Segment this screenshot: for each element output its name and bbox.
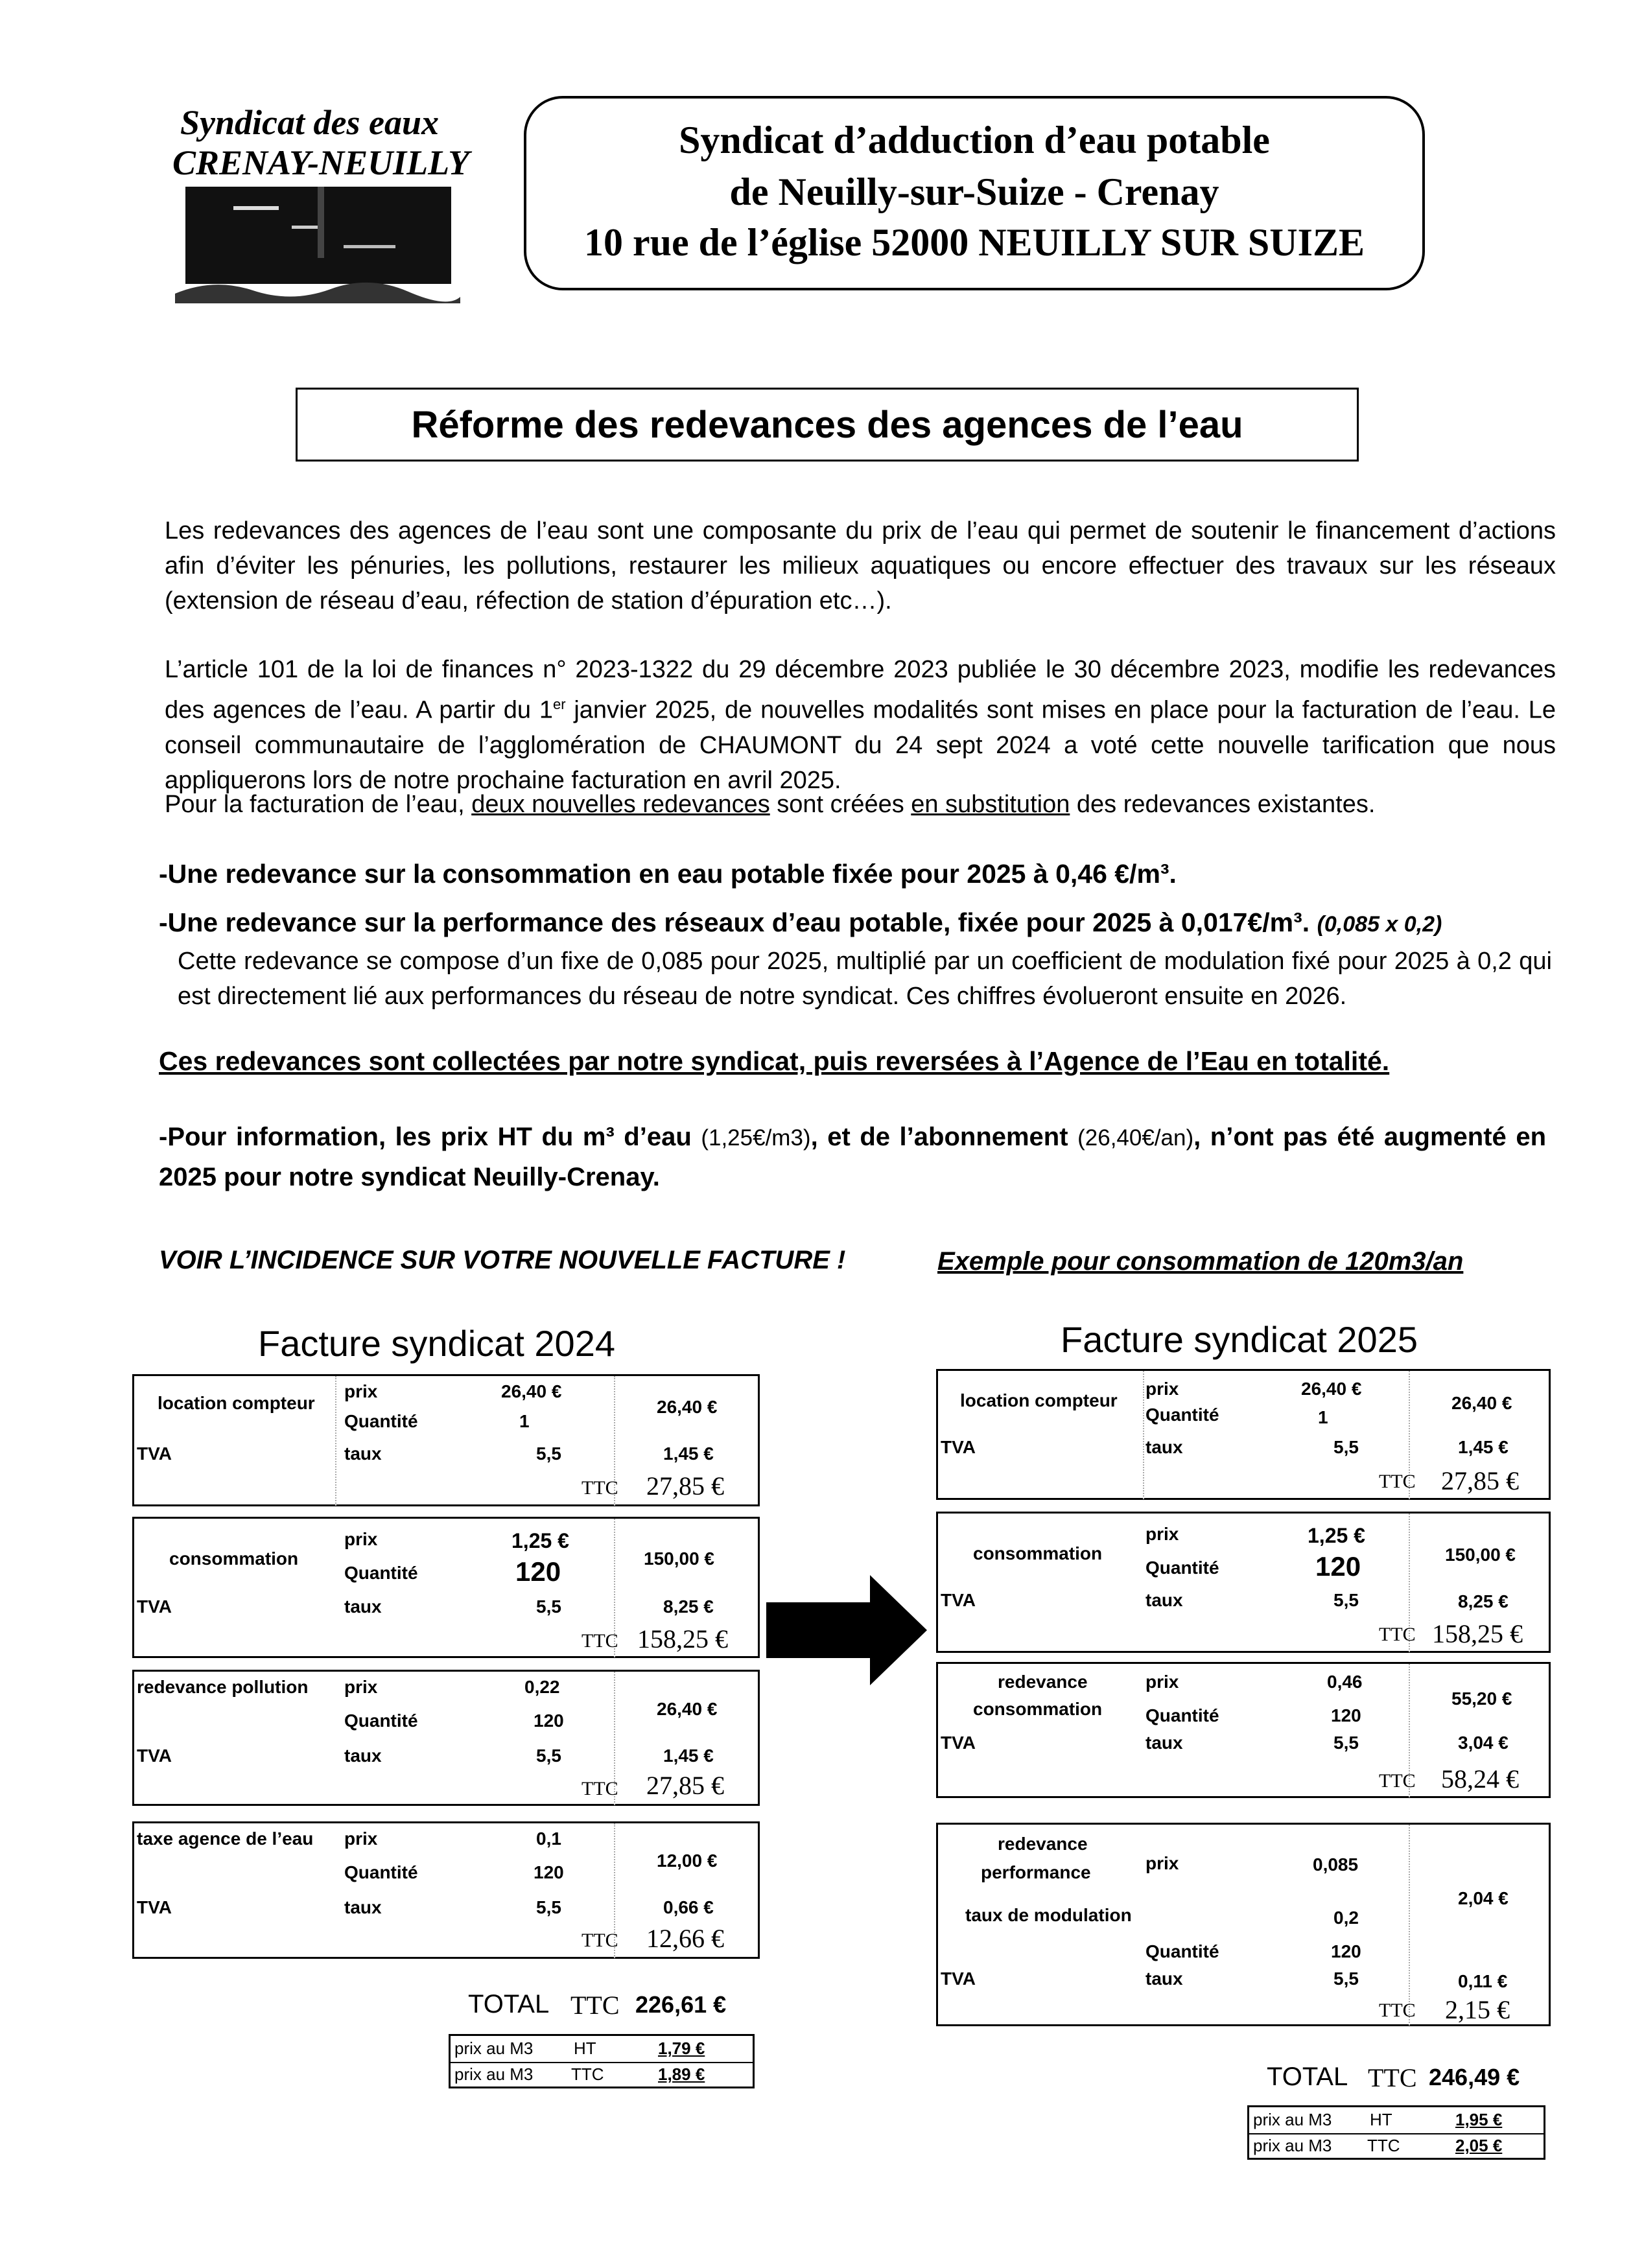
intro-paragraph: Les redevances des agences de l’eau sont une composante du prix de l’eau qui permet de soutenir le financement d’actions afin d’éviter les pénuries, les pollutions, restaurer les milieux aquatiques ou encore effectuer des travaux sur les réseaux (extension de réseau d’eau, réfection de station d’épuration etc…). xyxy=(165,517,1556,614)
quantite-label: Quantité xyxy=(344,1862,418,1882)
ht-value: 55,20 € xyxy=(1451,1689,1512,1709)
logo-water-image xyxy=(175,187,460,303)
ht-value: 26,40 € xyxy=(1451,1393,1512,1413)
redconso-label2: consommation xyxy=(973,1699,1103,1719)
tva-value: 0,66 € xyxy=(663,1897,714,1917)
performance-detail: Cette redevance se compose d’un fixe de 0,085 pour 2025, multiplié par un coefficient de modulation fixé pour 2025 à 0,2 qui est directement lié aux performances du réseau de notre syndicat. Ces chiffres évolueront ensuite en 2026. xyxy=(178,948,1552,1010)
ttc-label: TTC xyxy=(581,1778,618,1799)
modulation-value: 0,2 xyxy=(1333,1908,1359,1928)
conso-label: consommation xyxy=(169,1549,299,1569)
ht-value: 26,40 € xyxy=(657,1699,718,1719)
invoice-2025-total-value: 246,49 € xyxy=(1429,2064,1520,2090)
info-paragraph xyxy=(159,1117,1546,1197)
tva-value: 1,45 € xyxy=(663,1746,714,1766)
bullet-performance-text: -Une redevance sur la performance des réseaux d’eau potable, fixée pour 2025 à 0,017€/m³. xyxy=(159,907,1310,937)
invoice-2025-total-ttc-label: TTC xyxy=(1368,2063,1417,2092)
ttc-value: 27,85 € xyxy=(646,1771,724,1800)
prix-label: prix xyxy=(344,1829,378,1849)
tva-value: 1,45 € xyxy=(1458,1437,1509,1457)
taux-value: 5,5 xyxy=(536,1444,561,1464)
ht-value: 2,04 € xyxy=(1458,1888,1509,1908)
quantite-value: 120 xyxy=(1331,1705,1361,1725)
prix-label: prix xyxy=(1145,1853,1179,1873)
taux-value: 5,5 xyxy=(1333,1590,1359,1610)
info-a: -Pour information, les prix HT du m³ d’eau xyxy=(159,1123,701,1151)
taux-label: taux xyxy=(344,1746,382,1766)
prix-value: 0,22 xyxy=(524,1677,560,1697)
ttc-label: TTC xyxy=(1379,1770,1416,1792)
invoice-2024-location-block xyxy=(132,1374,760,1506)
pm-ht-type: HT xyxy=(574,2039,596,2058)
prix-value: 26,40 € xyxy=(1301,1379,1362,1399)
invoice-2025-redevance-consommation-block xyxy=(936,1662,1551,1798)
location-label: location compteur xyxy=(158,1393,315,1413)
ttc-value: 12,66 € xyxy=(646,1924,724,1953)
prix-value: 26,40 € xyxy=(501,1381,562,1401)
substitution-e: des redevances existantes. xyxy=(1070,791,1376,818)
quantite-value: 120 xyxy=(534,1862,564,1882)
taux-value: 5,5 xyxy=(536,1596,561,1617)
quantite-value: 1 xyxy=(519,1411,530,1431)
substitution-b: deux nouvelles redevances xyxy=(471,791,770,818)
pm-ttc-label: prix au M3 xyxy=(454,2064,534,2084)
bullet-consommation: -Une redevance sur la consommation en eau potable fixée pour 2025 à 0,46 €/m³. xyxy=(159,859,1177,889)
substitution-c: sont créées xyxy=(769,791,911,818)
tva-label: TVA xyxy=(941,1590,976,1610)
exemple-consommation: Exemple pour consommation de 120m3/an xyxy=(937,1247,1464,1276)
taux-value: 5,5 xyxy=(1333,1437,1359,1457)
tva-value: 8,25 € xyxy=(663,1596,714,1617)
invoice-2025-title: Facture syndicat 2025 xyxy=(1061,1319,1418,1360)
info-b: (1,25€/m3) xyxy=(701,1125,811,1151)
invoice-2024-total-label: TOTAL xyxy=(468,1990,550,2018)
law-paragraph xyxy=(165,652,1556,798)
prix-value: 1,25 € xyxy=(511,1529,569,1552)
prix-value: 1,25 € xyxy=(1308,1524,1365,1547)
conso-label: consommation xyxy=(973,1543,1103,1563)
quantite-label: Quantité xyxy=(1145,1941,1219,1961)
ht-value: 26,40 € xyxy=(657,1397,718,1417)
substitution-d: en substitution xyxy=(911,791,1070,818)
pm-ht-label: prix au M3 xyxy=(454,2039,534,2058)
ttc-value: 58,24 € xyxy=(1441,1764,1519,1794)
pm-ttc-value: 1,89 € xyxy=(658,2064,705,2084)
quantite-label: Quantité xyxy=(344,1411,418,1431)
quantite-label: Quantité xyxy=(344,1563,418,1583)
substitution-paragraph xyxy=(165,787,1556,822)
ttc-label: TTC xyxy=(581,1477,618,1499)
logo-line2: CRENAY-NEUILLY xyxy=(172,143,470,182)
taux-value: 5,5 xyxy=(536,1897,561,1917)
bullet-performance-note: (0,085 x 0,2) xyxy=(1317,912,1442,937)
taux-label: taux xyxy=(1145,1733,1183,1753)
substitution-a: Pour la facturation de l’eau, xyxy=(165,791,472,818)
ttc-value: 27,85 € xyxy=(646,1471,724,1501)
tva-label: TVA xyxy=(137,1444,172,1464)
quantite-label: Quantité xyxy=(1145,1705,1219,1725)
tva-label: TVA xyxy=(137,1897,172,1917)
syndicat-name: Syndicat d’adduction d’eau potable xyxy=(679,119,1270,161)
invoice-2024-total-ttc-label: TTC xyxy=(570,1991,620,2020)
invoice-2024-total-value: 226,61 € xyxy=(635,1991,727,2018)
location-label: location compteur xyxy=(960,1390,1118,1410)
quantite-value: 1 xyxy=(1318,1407,1328,1427)
bullet-performance xyxy=(159,907,1442,938)
prix-label: prix xyxy=(344,1381,378,1401)
prix-label: prix xyxy=(344,1677,378,1697)
quantite-value: 120 xyxy=(515,1556,561,1587)
ttc-label: TTC xyxy=(1379,1471,1416,1492)
pm-ht-value: 1,79 € xyxy=(658,2039,705,2058)
taux-value: 5,5 xyxy=(536,1746,561,1766)
modulation-label: taux de modulation xyxy=(965,1905,1132,1925)
syndicat-address-box xyxy=(524,96,1425,290)
tva-value: 0,11 € xyxy=(1458,1971,1508,1991)
quantite-value: 120 xyxy=(1315,1551,1361,1582)
redconso-label1: redevance xyxy=(998,1672,1088,1692)
quantite-label: Quantité xyxy=(1145,1558,1219,1578)
prix-label: prix xyxy=(1145,1524,1179,1544)
syndicat-logo xyxy=(161,102,470,316)
pm-ht-type: HT xyxy=(1370,2110,1392,2129)
prix-label: prix xyxy=(344,1529,378,1549)
invoice-2024-pollution-block xyxy=(132,1670,760,1806)
syndicat-address: 10 rue de l’église 52000 NEUILLY SUR SUIZE xyxy=(583,221,1365,264)
law-paragraph-part1: L’article 101 de la loi de finances n° 2023-1322 du 29 décembre 2023 publiée le 30 décembre 2023, modifie les redevances des agences de l’eau. A partir du 1 xyxy=(165,656,1556,724)
ttc-value: 2,15 € xyxy=(1445,1995,1510,2024)
invoice-2024-taxe-block xyxy=(132,1821,760,1959)
collected-notice: Ces redevances sont collectées par notre syndicat, puis reversées à l’Agence de l’Eau en totalité. xyxy=(159,1046,1390,1076)
tva-label: TVA xyxy=(137,1596,172,1617)
tva-label: TVA xyxy=(941,1437,976,1457)
info-c: , et de l’abonnement xyxy=(810,1123,1078,1151)
invoice-2024-prix-au-m3-table xyxy=(449,2034,755,2088)
tva-value: 3,04 € xyxy=(1458,1733,1509,1753)
tva-label: TVA xyxy=(941,1733,976,1753)
tva-label: TVA xyxy=(137,1746,172,1766)
pm-ttc-type: TTC xyxy=(1367,2136,1400,2155)
taxe-label: taxe agence de l’eau xyxy=(137,1829,314,1849)
redperf-label1: redevance xyxy=(998,1834,1088,1854)
quantite-label: Quantité xyxy=(344,1711,418,1731)
info-d: (26,40€/an) xyxy=(1077,1125,1194,1151)
pollution-label: redevance pollution xyxy=(137,1677,309,1697)
quantite-value: 120 xyxy=(534,1711,564,1731)
pm-ht-value: 1,95 € xyxy=(1455,2110,1503,2129)
ttc-value: 27,85 € xyxy=(1441,1466,1519,1495)
ht-value: 150,00 € xyxy=(1445,1545,1516,1565)
taux-label: taux xyxy=(1145,1437,1183,1457)
prix-value: 0,46 xyxy=(1327,1672,1363,1692)
quantite-value: 120 xyxy=(1331,1941,1361,1961)
taux-label: taux xyxy=(344,1444,382,1464)
ttc-label: TTC xyxy=(1379,2000,1416,2021)
prix-value: 0,1 xyxy=(536,1829,561,1849)
invoice-2025-location-block xyxy=(936,1369,1551,1500)
tva-value: 1,45 € xyxy=(663,1444,714,1464)
invoice-2025-redevance-performance-block xyxy=(936,1823,1551,2026)
pm-ttc-label: prix au M3 xyxy=(1253,2136,1332,2155)
voir-incidence: VOIR L’INCIDENCE SUR VOTRE NOUVELLE FACTURE ! xyxy=(159,1246,846,1274)
invoice-2025-total-label: TOTAL xyxy=(1267,2063,1348,2091)
taux-value: 5,5 xyxy=(1333,1969,1359,1989)
prix-label: prix xyxy=(1145,1379,1179,1399)
ttc-label: TTC xyxy=(1379,1624,1416,1645)
law-paragraph-part2: janvier 2025, de nouvelles modalités sont mises en place pour la facturation de l’eau. Le conseil communautaire de l’agglomération de CHAUMONT du 24 sept 2024 a voté cette nouvelle tarification que nous appliquerons lors de notre prochaine facturation en avril 2025. xyxy=(165,696,1556,794)
redperf-label2: performance xyxy=(981,1862,1091,1882)
invoice-2025-consommation-block xyxy=(936,1512,1551,1653)
taux-label: taux xyxy=(344,1596,382,1617)
taux-label: taux xyxy=(1145,1969,1183,1989)
ht-value: 12,00 € xyxy=(657,1851,718,1871)
ht-value: 150,00 € xyxy=(644,1549,714,1569)
invoice-2024-title: Facture syndicat 2024 xyxy=(258,1323,615,1364)
pm-ttc-type: TTC xyxy=(571,2064,604,2084)
pm-ht-label: prix au M3 xyxy=(1253,2110,1332,2129)
taux-label: taux xyxy=(344,1897,382,1917)
tva-value: 8,25 € xyxy=(1458,1591,1509,1611)
prix-label: prix xyxy=(1145,1672,1179,1692)
syndicat-communes: de Neuilly-sur-Suize - Crenay xyxy=(729,170,1219,213)
invoice-2025-prix-au-m3-table xyxy=(1247,2105,1545,2160)
taux-value: 5,5 xyxy=(1333,1733,1359,1753)
invoice-2024-consommation-block xyxy=(132,1517,760,1658)
info-e: , n’ont pas été augmenté en 2025 pour notre syndicat Neuilly-Crenay. xyxy=(159,1123,1547,1191)
prix-value: 0,085 xyxy=(1313,1854,1359,1875)
tva-label: TVA xyxy=(941,1969,976,1989)
logo-line1: Syndicat des eaux xyxy=(180,103,439,142)
arrow-right-icon xyxy=(766,1575,927,1685)
document-title: Réforme des redevances des agences de l’eau xyxy=(296,388,1359,462)
ttc-value: 158,25 € xyxy=(1432,1619,1523,1648)
quantite-label: Quantité xyxy=(1145,1405,1219,1425)
ttc-label: TTC xyxy=(581,1930,618,1951)
law-paragraph-sup: er xyxy=(552,696,566,712)
pm-ttc-value: 2,05 € xyxy=(1455,2136,1503,2155)
taux-label: taux xyxy=(1145,1590,1183,1610)
ttc-value: 158,25 € xyxy=(637,1624,728,1654)
ttc-label: TTC xyxy=(581,1630,618,1652)
